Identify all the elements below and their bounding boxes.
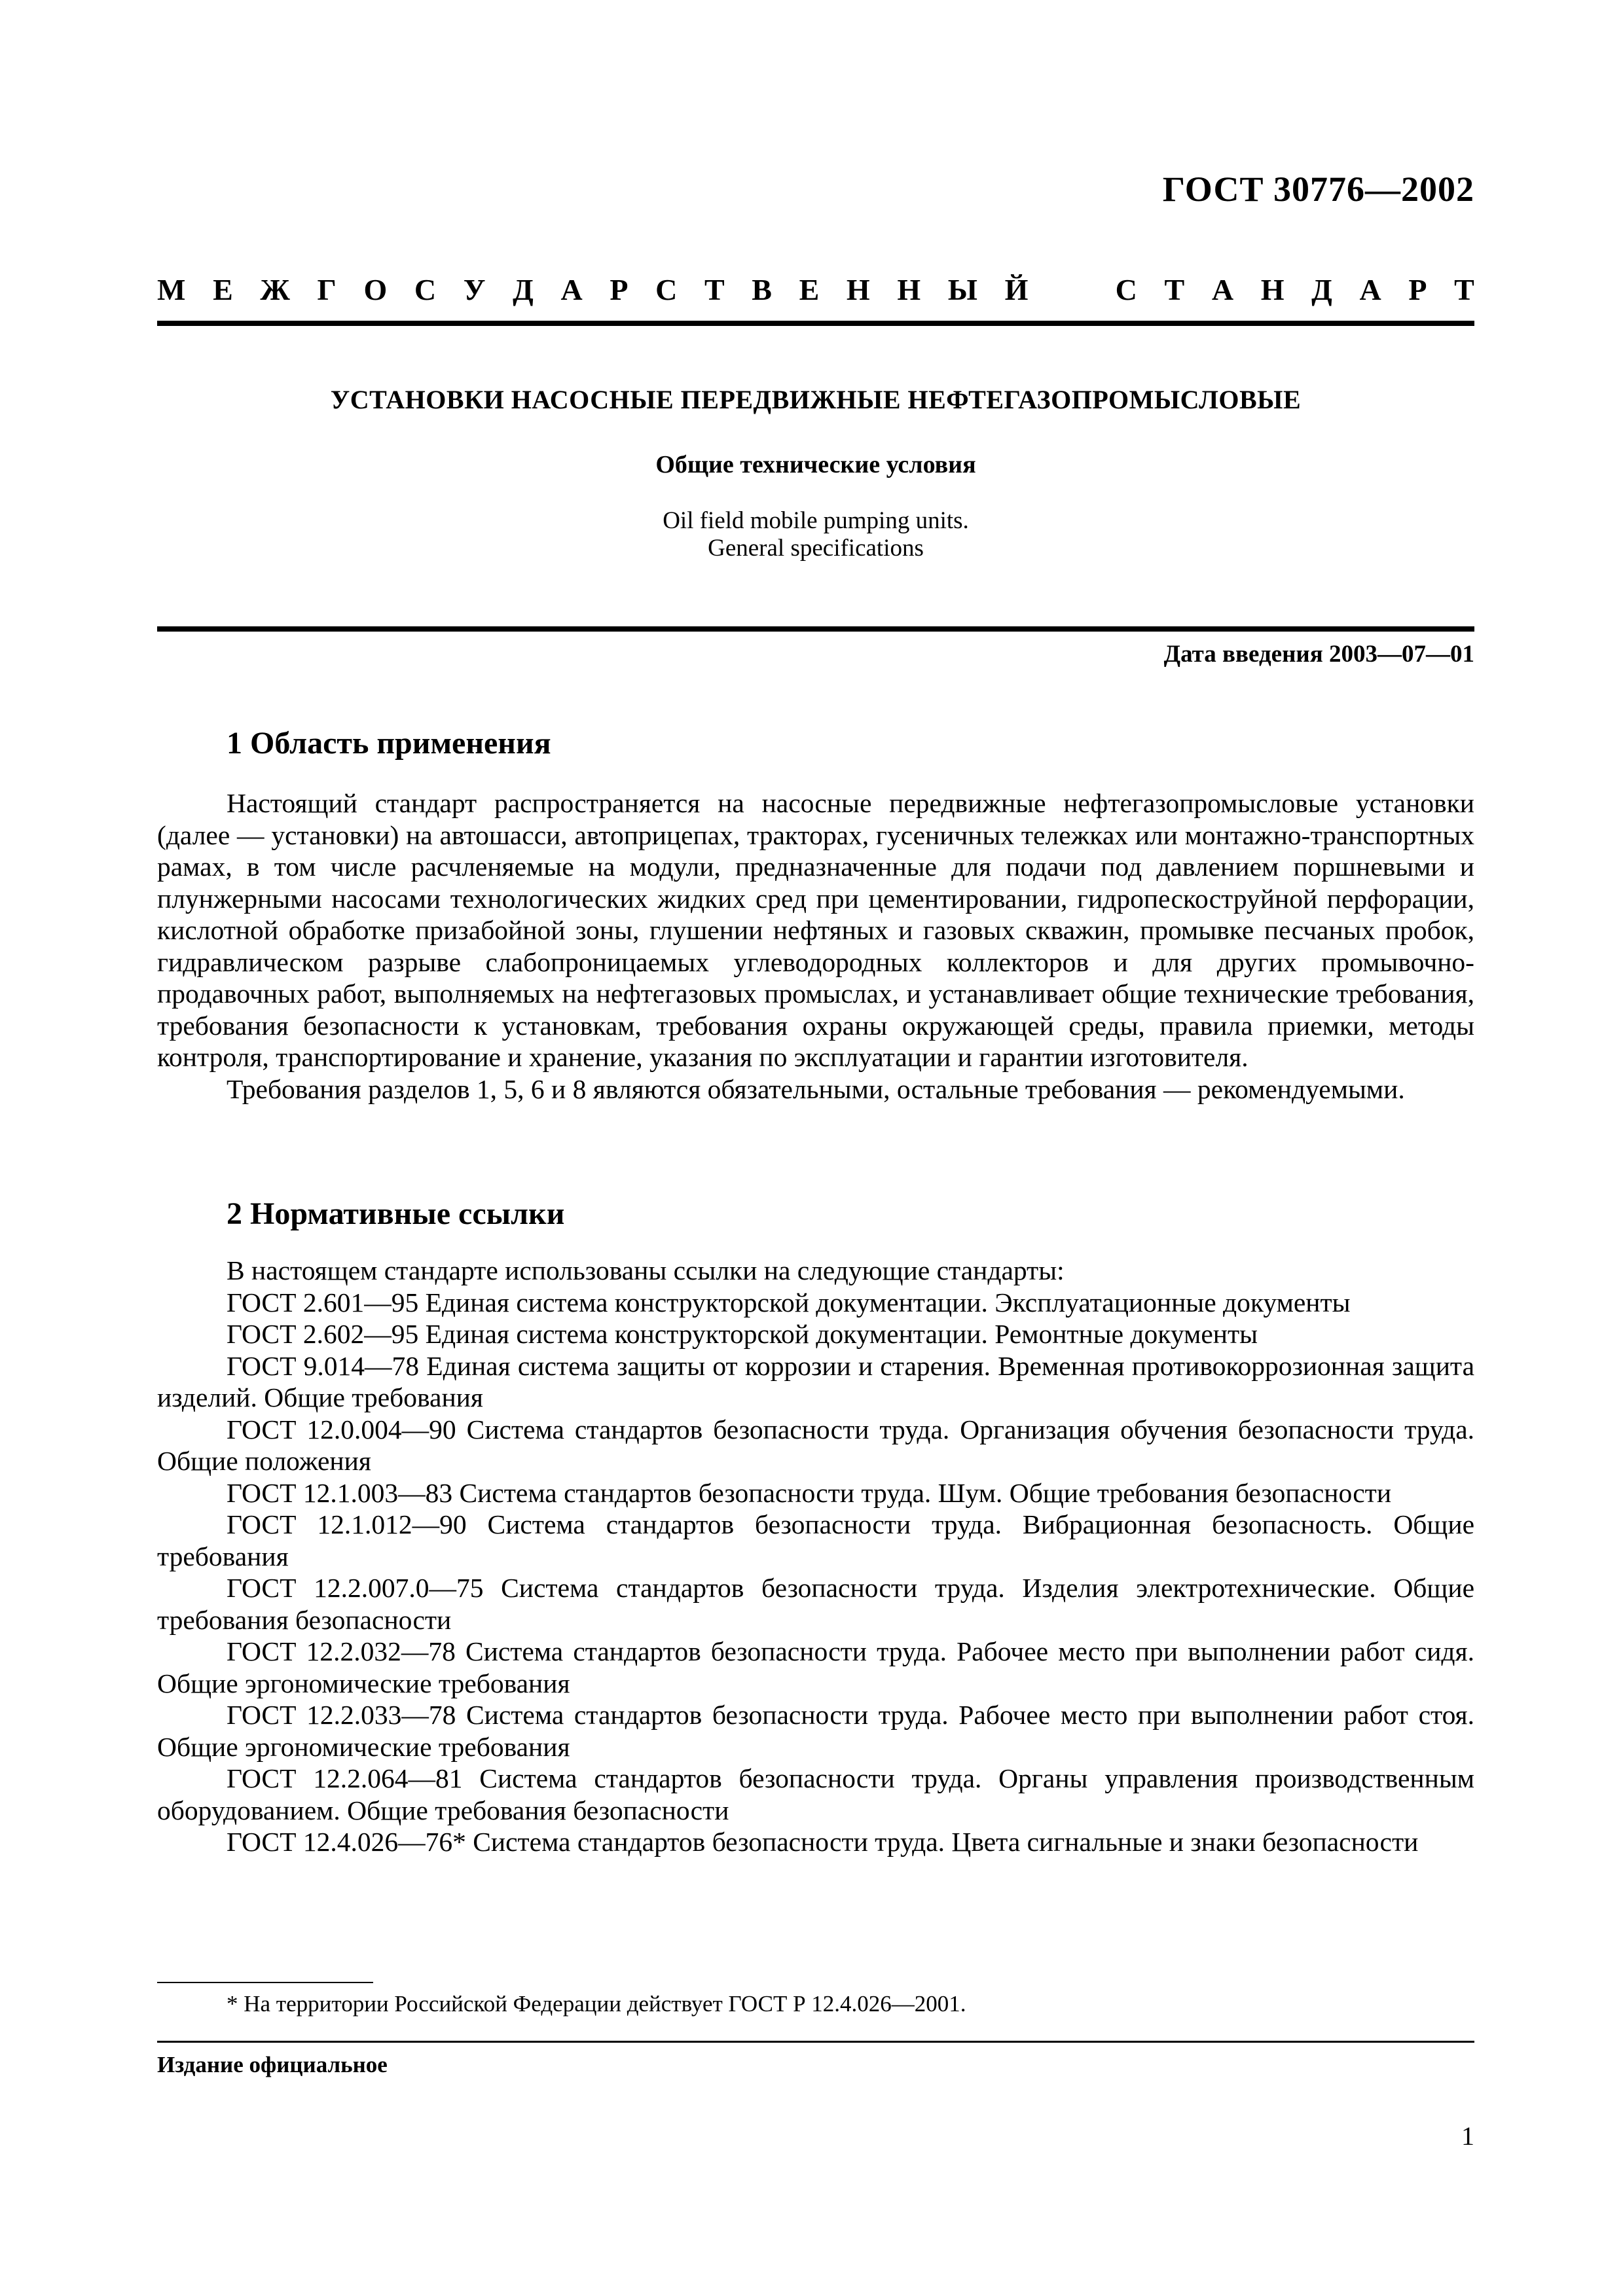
banner-letter: Т [704, 273, 725, 306]
standard-number: ГОСТ 30776—2002 [1162, 170, 1474, 209]
section-body-scope [157, 787, 1474, 1105]
section-body-references [157, 1255, 1474, 1858]
section-heading-references: 2 Нормативные ссылки [227, 1196, 565, 1231]
banner-word-gap [1055, 275, 1088, 305]
banner-letter: М [157, 273, 186, 306]
banner-letter: Ы [947, 273, 977, 306]
paragraph: В настоящем стандарте использованы ссылки на следующие стандарты: [227, 1255, 1065, 1285]
reference-item: ГОСТ 9.014—78 Единая система защиты от коррозии и старения. Временная противокоррозионная защита изделий. Общие требования [157, 1350, 1474, 1412]
banner-letter: У [463, 273, 486, 306]
footer-divider [157, 2041, 1474, 2043]
banner-letter: Т [1454, 273, 1474, 306]
document-title-english [157, 507, 1474, 562]
banner-letter: Н [897, 273, 921, 306]
banner-letter: Н [846, 273, 870, 306]
reference-item: ГОСТ 2.601—95 Единая система конструкторской документации. Эксплуатационные документы [227, 1287, 1351, 1318]
banner-letter: О [363, 273, 388, 306]
banner-letter: А [560, 273, 583, 306]
english-title-line: General specifications [708, 535, 924, 562]
reference-item: ГОСТ 12.4.026—76* Система стандартов безопасности труда. Цвета сигнальные и знаки безопасности [227, 1827, 1419, 1857]
banner-letter: Д [1311, 273, 1332, 306]
banner-letter: Ж [260, 273, 290, 306]
banner-letter: С [655, 273, 678, 306]
banner-letter: Т [1164, 273, 1185, 306]
banner-letter: С [414, 273, 437, 306]
title-divider [157, 626, 1474, 632]
reference-item: ГОСТ 12.2.064—81 Система стандартов безопасности труда. Органы управления производственным оборудованием. Общие требования безопасности [157, 1763, 1474, 1825]
banner-letter: В [752, 273, 772, 306]
reference-item: ГОСТ 2.602—95 Единая система конструкторской документации. Ремонтные документы [227, 1319, 1258, 1349]
reference-item: ГОСТ 12.2.032—78 Система стандартов безопасности труда. Рабочее место при выполнении работ сидя. Общие эргономические требования [157, 1636, 1474, 1698]
document-title: УСТАНОВКИ НАСОСНЫЕ ПЕРЕДВИЖНЫЕ НЕФТЕГАЗОПРОМЫСЛОВЫЕ [330, 385, 1302, 414]
english-title-line: Oil field mobile pumping units. [663, 507, 969, 534]
banner-letter: А [1211, 273, 1234, 306]
banner-letter: Р [610, 273, 629, 306]
reference-item: ГОСТ 12.2.033—78 Система стандартов безопасности труда. Рабочее место при выполнении работ стоя. Общие эргономические требования [157, 1700, 1474, 1762]
banner-letter: Е [799, 273, 820, 306]
paragraph: Настоящий стандарт распространяется на насосные передвижные нефтегазопромысловые установки (далее — установки) на автошасси, автоприцепах, тракторах, гусеничных тележках или монтажно-транспортных рамах, в том числе расчленяемые на модули, предназначенные для подачи под давлением поршневыми и плунжерными насосами технологических жидких сред при цементировании, гидропескоструйной перфорации, кислотной обработке призабойной зоны, глушении нефтяных и газовых скважин, промывке песчаных пробок, гидравлическом разрыве слабопроницаемых углеводородных коллекторов и для других промывочно-продавочных работ, выполняемых на нефтегазовых промыслах, и устанавливает общие технические требования, требования безопасности к установкам, требования охраны окружающей среды, правила приемки, методы контроля, транспортирование и хранение, указания по эксплуатации и гарантии изготовителя. [157, 788, 1474, 1072]
banner-letter: Р [1408, 273, 1427, 306]
document-subtitle: Общие технические условия [655, 451, 976, 478]
interstate-standard-banner [157, 275, 1474, 305]
banner-letter: С [1115, 273, 1137, 306]
reference-item: ГОСТ 12.0.004—90 Система стандартов безопасности труда. Организация обучения безопасности труда. Общие положения [157, 1414, 1474, 1476]
banner-letter: Г [317, 273, 337, 306]
reference-item: ГОСТ 12.1.003—83 Система стандартов безопасности труда. Шум. Общие требования безопасности [227, 1477, 1392, 1508]
banner-letter: Д [513, 273, 534, 306]
paragraph: Требования разделов 1, 5, 6 и 8 являются обязательными, остальные требования — рекомендуемыми. [227, 1073, 1405, 1104]
footnote-divider [157, 1982, 373, 1983]
banner-letter: Е [213, 273, 233, 306]
introduction-date: Дата введения 2003—07—01 [1163, 641, 1474, 668]
page-number: 1 [1461, 2121, 1474, 2151]
section-heading-scope: 1 Область применения [227, 726, 551, 761]
banner-letter: Й [1004, 273, 1029, 306]
official-edition-label: Издание официальное [157, 2052, 388, 2077]
reference-item: ГОСТ 12.2.007.0—75 Система стандартов безопасности труда. Изделия электротехнические. Общие требования безопасности [157, 1573, 1474, 1635]
reference-item: ГОСТ 12.1.012—90 Система стандартов безопасности труда. Вибрационная безопасность. Общие требования [157, 1509, 1474, 1571]
footnote: * На территории Российской Федерации действует ГОСТ Р 12.4.026—2001. [227, 1991, 966, 2017]
header-divider [157, 321, 1474, 326]
banner-letter: Н [1260, 273, 1285, 306]
banner-letter: А [1359, 273, 1381, 306]
